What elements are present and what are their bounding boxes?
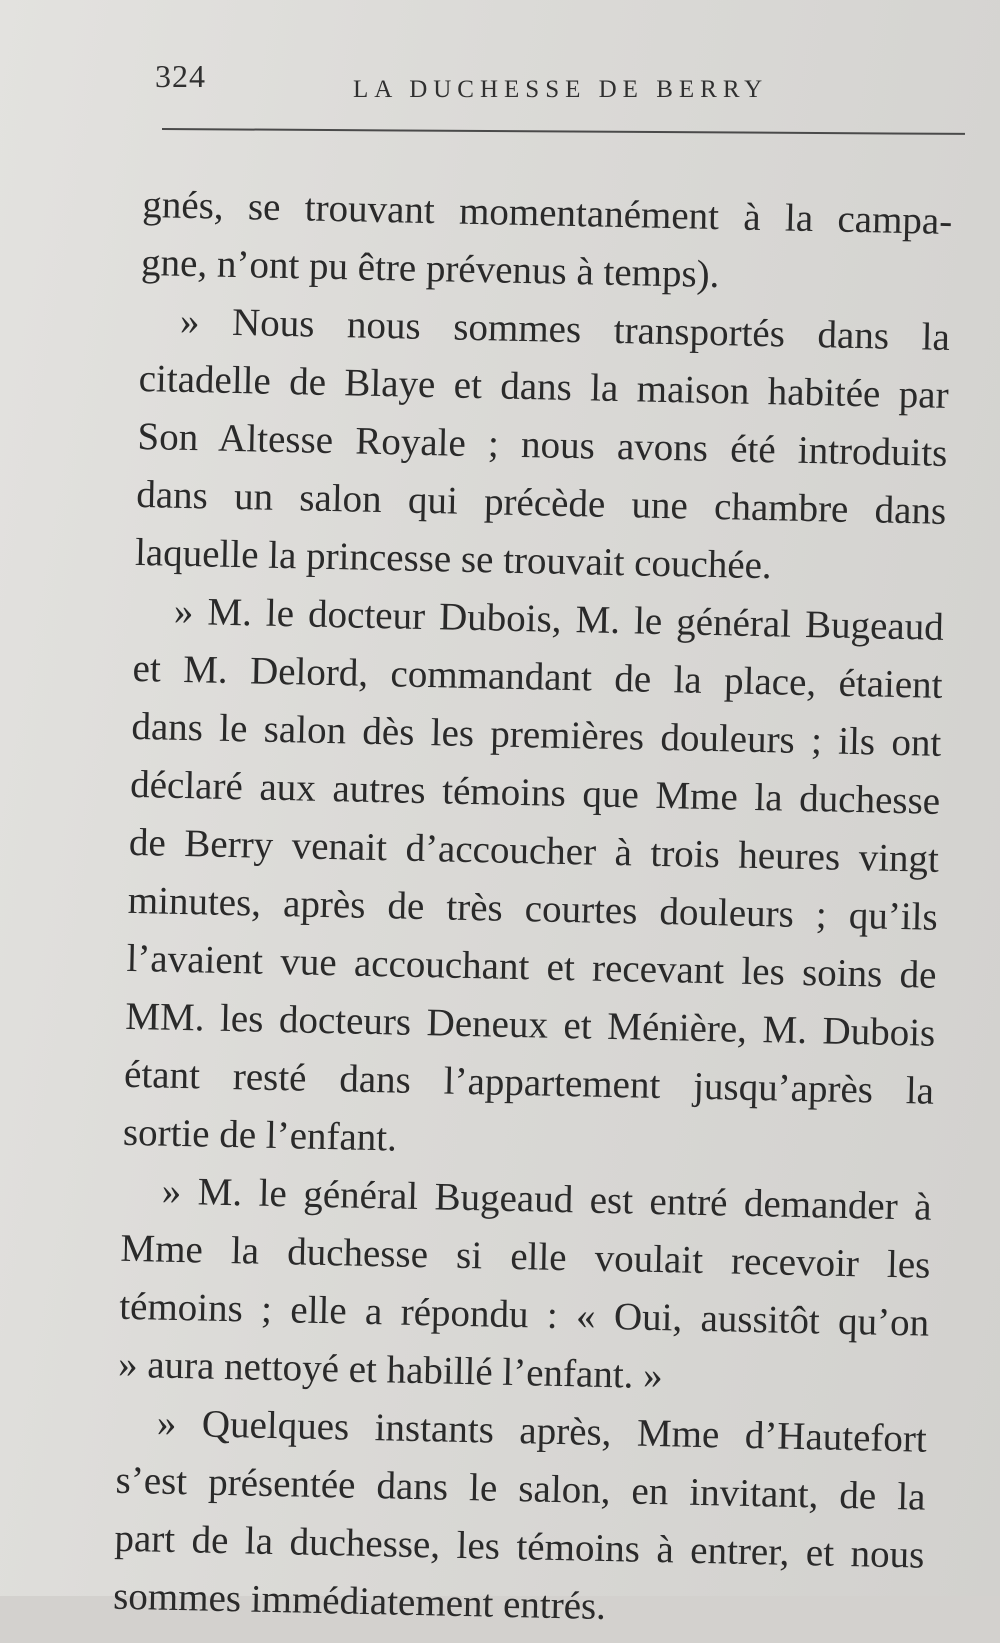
text-line: » M. le général Bugeaud est entré demander à — [161, 1169, 933, 1229]
text-line: citadelle de Blaye et dans la maison habitée par — [138, 356, 950, 417]
page-header — [155, 58, 965, 118]
text-line: déclaré aux autres témoins que Mme la duchesse — [129, 762, 941, 823]
body-text — [113, 176, 953, 1643]
header-rule — [162, 128, 965, 135]
text-line: gne, n’ont pu être prévenus à temps). — [140, 240, 720, 297]
text-line: » M. le docteur Dubois, M. le général Bugeaud — [173, 589, 945, 649]
text-line: Mme la duchesse si elle voulait recevoir les — [120, 1226, 931, 1287]
text-line: dans un salon qui précède une chambre dans — [135, 472, 947, 533]
text-line: » Nous nous sommes transportés dans la — [179, 299, 951, 359]
text-line: témoins ; elle a répondu : « Oui, aussitôt qu’on — [118, 1284, 930, 1345]
text-line: l’avaient vue accouchant et recevant les soins de — [126, 936, 937, 997]
text-line: » aura nettoyé et habillé l’enfant. » — [117, 1342, 664, 1398]
text-line: étant resté dans l’appartement jusqu’après la — [123, 1052, 935, 1113]
text-line: laquelle la princesse se trouvait couchée. — [134, 530, 773, 588]
text-line: de Berry venait d’accoucher à trois heures vingt — [128, 820, 940, 881]
text-line: » Quelques instants après, Mme d’Hautefort — [156, 1401, 928, 1461]
text-line: Son Altesse Royale ; nous avons été introduits — [137, 414, 948, 475]
text-line: sommes immédiatement entrés. — [112, 1574, 607, 1629]
text-line: dans le salon dès les premières douleurs ; ils ont — [131, 704, 942, 765]
running-title: LA DUCHESSE DE BERRY — [353, 76, 769, 103]
text-line: part de la duchesse, les témoins à entrer, et nous — [114, 1516, 925, 1577]
text-line: gnés, se trouvant momentanément à la campa- — [141, 182, 953, 243]
text-line: minutes, après de très courtes douleurs ; qu’ils — [127, 878, 939, 939]
text-line: s’est présentée dans le salon, en invitant, de la — [115, 1458, 926, 1519]
text-line: et M. Delord, commandant de la place, étaient — [132, 646, 943, 707]
page-number: 324 — [155, 58, 206, 94]
text-line: sortie de l’enfant. — [122, 1110, 398, 1160]
text-line: MM. les docteurs Deneux et Ménière, M. Dubois — [124, 994, 936, 1055]
